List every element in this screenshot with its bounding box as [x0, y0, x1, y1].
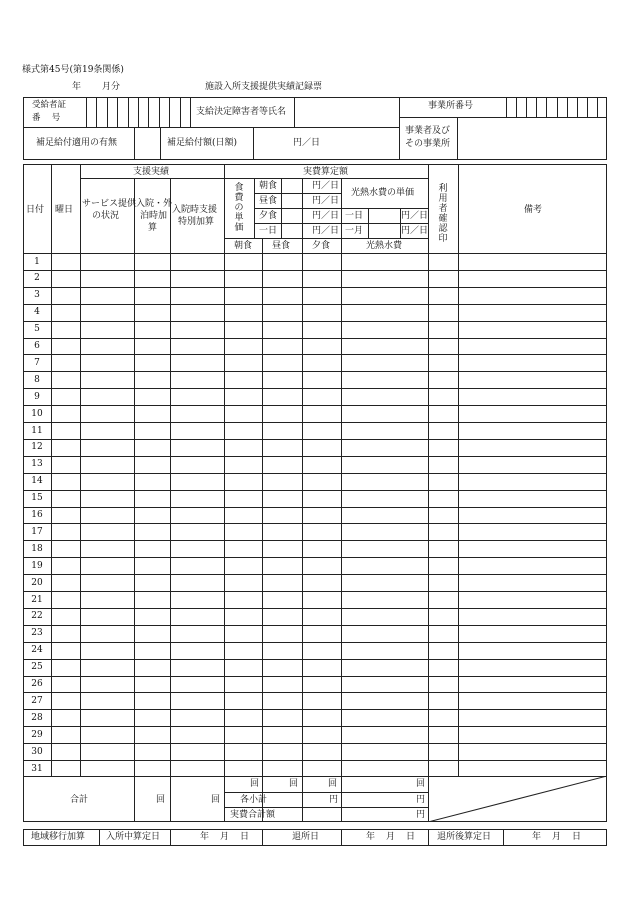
- discharge-label: 退所日: [292, 832, 320, 842]
- day-number: 3: [34, 290, 40, 301]
- provider-label: 事業者及び: [405, 126, 451, 136]
- yen-per-day: 円／日: [293, 138, 321, 148]
- day-number: 14: [31, 476, 43, 487]
- col-date: 日付: [26, 205, 45, 215]
- col-remarks: 備考: [524, 205, 543, 215]
- form-number: 様式第45号(第19条関係): [22, 65, 124, 75]
- day-number: 4: [34, 307, 40, 318]
- day-number: 21: [31, 594, 43, 605]
- col-admission: 入院時支援: [172, 205, 218, 215]
- recipient-name-label: 支給決定障害者等氏名: [196, 107, 287, 117]
- day-number: 6: [34, 341, 40, 351]
- day-number: 22: [31, 611, 43, 622]
- col-user-confirm: 利用者確認印: [438, 184, 448, 244]
- day-number: 28: [31, 712, 43, 723]
- day-number: 31: [31, 763, 43, 774]
- col-support-record: 支援実績: [133, 167, 170, 177]
- col-service-status: サービス提供: [82, 199, 137, 209]
- regional-label: 地域移行加算: [31, 832, 86, 842]
- admission-date-label: 入所中算定日: [106, 832, 161, 842]
- col-meal-unit: 食費の単価: [234, 183, 244, 233]
- diagonal-slash: [428, 776, 607, 822]
- day-number: 18: [31, 543, 43, 554]
- post-discharge-label: 退所後算定日: [437, 832, 492, 842]
- col-weekday: 曜日: [55, 205, 74, 215]
- day-number: 16: [31, 510, 43, 520]
- office-no-label: 事業所番号: [428, 101, 474, 111]
- col-hospital: 入院・外: [136, 199, 173, 209]
- subtotal-label: 各小計: [240, 795, 268, 805]
- day-number: 7: [34, 357, 40, 368]
- actual-total-label: 実費合計額: [230, 810, 276, 820]
- col-utility-unit: 光熱水費の単価: [351, 188, 415, 198]
- month-label: 月分: [102, 82, 121, 92]
- day-number: 25: [31, 662, 43, 673]
- day-number: 29: [31, 729, 43, 740]
- day-number: 24: [31, 645, 43, 656]
- day-number: 12: [31, 442, 43, 453]
- day-number: 19: [31, 560, 43, 571]
- col-actual-cost: 実費算定額: [303, 167, 349, 177]
- day-number: 26: [31, 679, 43, 689]
- day-number: 15: [31, 493, 43, 504]
- day-number: 27: [31, 695, 43, 706]
- day-number: 23: [31, 628, 43, 639]
- day-number: 1: [34, 256, 40, 267]
- day-number: 20: [31, 577, 43, 588]
- supplement-amount-label: 補足給付額(日額): [167, 138, 238, 148]
- day-number: 9: [34, 391, 40, 402]
- info-block: [23, 97, 607, 160]
- day-number: 11: [31, 425, 43, 436]
- total-label: 合計: [70, 795, 89, 805]
- page-title: 施設入所支援提供実績記録票: [205, 82, 323, 92]
- supplement-label: 補足給付適用の有無: [36, 138, 118, 148]
- day-number: 2: [34, 273, 40, 284]
- day-number: 30: [31, 746, 43, 757]
- day-number: 17: [31, 526, 43, 537]
- day-number: 10: [31, 408, 43, 419]
- day-number: 8: [34, 374, 40, 385]
- record-table: [23, 164, 607, 822]
- day-number: 5: [34, 324, 40, 335]
- year-label: 年: [72, 82, 82, 92]
- day-number: 13: [31, 459, 43, 470]
- recipient-no-label: 受給者証: [32, 100, 67, 110]
